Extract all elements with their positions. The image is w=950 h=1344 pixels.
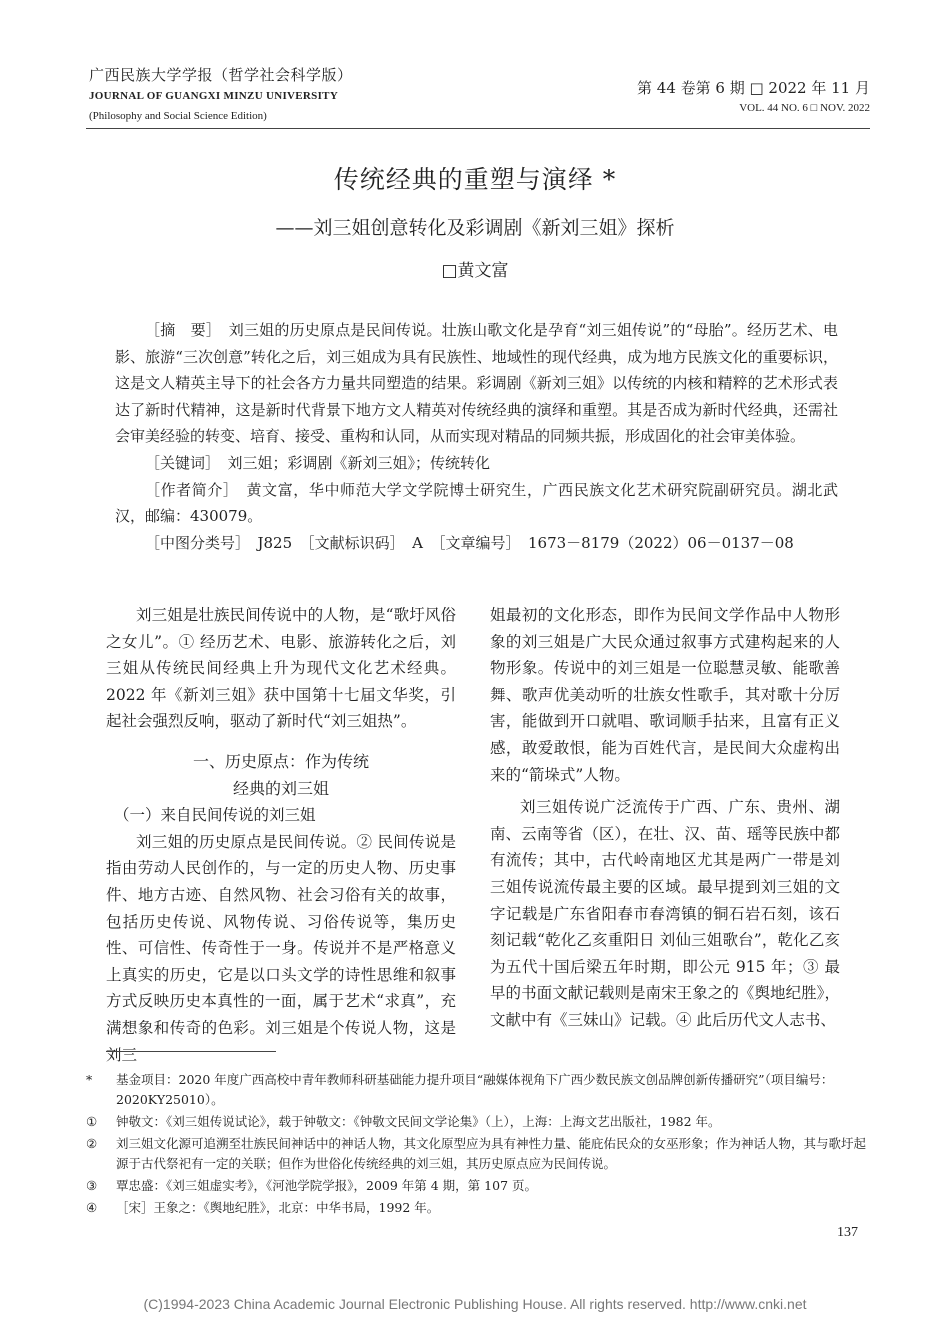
issue-info-cn: 第 44 卷第 6 期 □ 2022 年 11 月 bbox=[637, 79, 870, 97]
body-paragraph: 刘三姐传说广泛流传于广西、广东、贵州、湖南、云南等省（区），在壮、汉、苗、瑶等民族中都有流传；其中，古代岭南地区尤其是两广一带是刘三姐传说流传最主要的区域。最早提到刘三姐的文字记载是广东省阳春市春湾镇的铜石岩石刻，该石刻记载“乾化乙亥重阳日 刘仙三姐歌台”，乾化乙亥为五代十国后梁五年时期，即公元 915 年；③ 最早的书面文献记载则是南宋王象之的《舆地纪胜》，文献中有《三妹山》记载。④ 此后历代文人志书、 bbox=[490, 798, 840, 1029]
article-author: □黄文富 bbox=[441, 261, 509, 281]
body-paragraph: 姐最初的文化形态，即作为民间文学作品中人物形象的刘三姐是广大民众通过叙事方式建构起来的人物形象。传说中的刘三姐是一位聪慧灵敏、能歌善舞、歌声优美动听的壮族女性歌手，其对歌十分厉害，能做到开口就唱、歌词顺手拈来，且富有正义感，敢爱敢恨，能为百姓代言，是民间大众虚构出来的“箭垛式”人物。 bbox=[490, 606, 840, 784]
body-column-right bbox=[490, 602, 840, 1034]
footnote bbox=[86, 1070, 870, 1110]
footnote bbox=[86, 1112, 870, 1132]
body-column-left bbox=[106, 602, 456, 1068]
copyright-watermark: (C)1994-2023 China Academic Journal Electronic Publishing House. All rights reserved. http://www.cnki.net bbox=[143, 1296, 807, 1312]
footnote bbox=[86, 1198, 870, 1218]
author-bio: ［作者简介］ 黄文富，华中师范大学文学院博士研究生，广西民族文化艺术研究院副研究员。湖北武汉，邮编：430079。 bbox=[115, 480, 838, 526]
article-title: 传统经典的重塑与演绎 * bbox=[333, 165, 617, 194]
subsection-heading: （一）来自民间传说的刘三姐 bbox=[114, 806, 316, 825]
keywords: ［关键词］ 刘三姐；彩调剧《新刘三姐》；传统转化 bbox=[145, 453, 491, 472]
footnote bbox=[86, 1134, 870, 1174]
section-heading-line2: 经典的刘三姐 bbox=[232, 778, 329, 798]
footnote-text: 覃忠盛：《刘三姐虚实考》，《河池学院学报》，2009 年第 4 期，第 107 页。 bbox=[116, 1178, 537, 1193]
section-heading-line1: 一、历史原点：作为传统 bbox=[192, 751, 369, 771]
article-subtitle: ——刘三姐创意转化及彩调剧《新刘三姐》探析 bbox=[275, 217, 675, 239]
footnote-text: ［宋］王象之：《舆地纪胜》，北京：中华书局，1992 年。 bbox=[116, 1200, 440, 1215]
journal-title-cn: 广西民族大学学报（哲学社会科学版） bbox=[89, 66, 353, 84]
footnote-text: 基金项目：2020 年度广西高校中青年教师科研基础能力提升项目“融媒体视角下广西少数民族文创品牌创新传播研究”（项目编号：2020KY25010）。 bbox=[116, 1072, 834, 1107]
header-divider bbox=[86, 128, 870, 129]
journal-title-en: JOURNAL OF GUANGXI MINZU UNIVERSITY bbox=[89, 90, 339, 102]
body-paragraph: 刘三姐的历史原点是民间传说。② 民间传说是指由劳动人民创作的，与一定的历史人物、历史事件、地方古迹、自然风物、社会习俗有关的故事，包括历史传说、风物传说、习俗传说等，集历史性、可信性、传奇性于一身。传说并不是严格意义上真实的历史，它是以口头文学的诗性思维和叙事方式反映历史本真性的一面，属于艺术“求真”，充满想象和传奇的色彩。刘三姐是个传说人物，这是刘三 bbox=[106, 832, 456, 1064]
abstract-summary: ［摘 要］ 刘三姐的历史原点是民间传说。壮族山歌文化是孕育“刘三姐传说”的“母胎”。经历艺术、电影、旅游“三次创意”转化之后，刘三姐成为具有民族性、地域性的现代经典，成为地方民族文化的重要标识，这是文人精英主导下的社会各方力量共同塑造的结果。彩调剧《新刘三姐》以传统的内核和精粹的艺术形式表达了新时代精神，这是新时代背景下地方文人精英对传统经典的演绎和重塑。其是否成为新时代经典，还需社会审美经验的转变、培育、接受、重构和认同，从而实现对精品的同频共振，形成固化的社会审美体验。 bbox=[115, 321, 838, 446]
journal-title-en-sub: (Philosophy and Social Science Edition) bbox=[89, 110, 267, 122]
footnote-mark: ④ bbox=[86, 1200, 98, 1215]
footnote-mark: ① bbox=[86, 1114, 98, 1129]
body-paragraph: 刘三姐是壮族民间传说中的人物，是“歌圩风俗之女儿”。① 经历艺术、电影、旅游转化之后，刘三姐从传统民间经典上升为现代文化艺术经典。2022 年《新刘三姐》获中国第十七届文华奖，引起社会强烈反响，驱动了新时代“刘三姐热”。 bbox=[106, 606, 456, 731]
page-number: 137 bbox=[837, 1225, 858, 1240]
footnote-text: 刘三姐文化源可追溯至壮族民间神话中的神话人物，其文化原型应为具有神性力量、能庇佑民众的女巫形象；作为神话人物，其与歌圩起源于古代祭祀有一定的关联；但作为世俗化传统经典的刘三姐，其历史原点应为民间传说。 bbox=[116, 1136, 867, 1171]
footnote-mark: ③ bbox=[86, 1178, 98, 1193]
footnote-divider bbox=[106, 1051, 276, 1052]
footnote bbox=[86, 1176, 870, 1196]
issue-info-en: VOL. 44 NO. 6 □ NOV. 2022 bbox=[739, 102, 870, 114]
classification-info: ［中图分类号］ J825 ［文献标识码］ A ［文章编号］ 1673－8179（2022）06－0137－08 bbox=[145, 533, 794, 552]
footnotes bbox=[86, 1070, 870, 1220]
footnote-text: 钟敬文：《刘三姐传说试论》，载于钟敬文：《钟敬文民间文学论集》（上），上海：上海文艺出版社，1982 年。 bbox=[116, 1114, 721, 1129]
abstract-block bbox=[115, 317, 838, 556]
footnote-mark: * bbox=[86, 1072, 93, 1087]
footnote-mark: ② bbox=[86, 1136, 98, 1151]
